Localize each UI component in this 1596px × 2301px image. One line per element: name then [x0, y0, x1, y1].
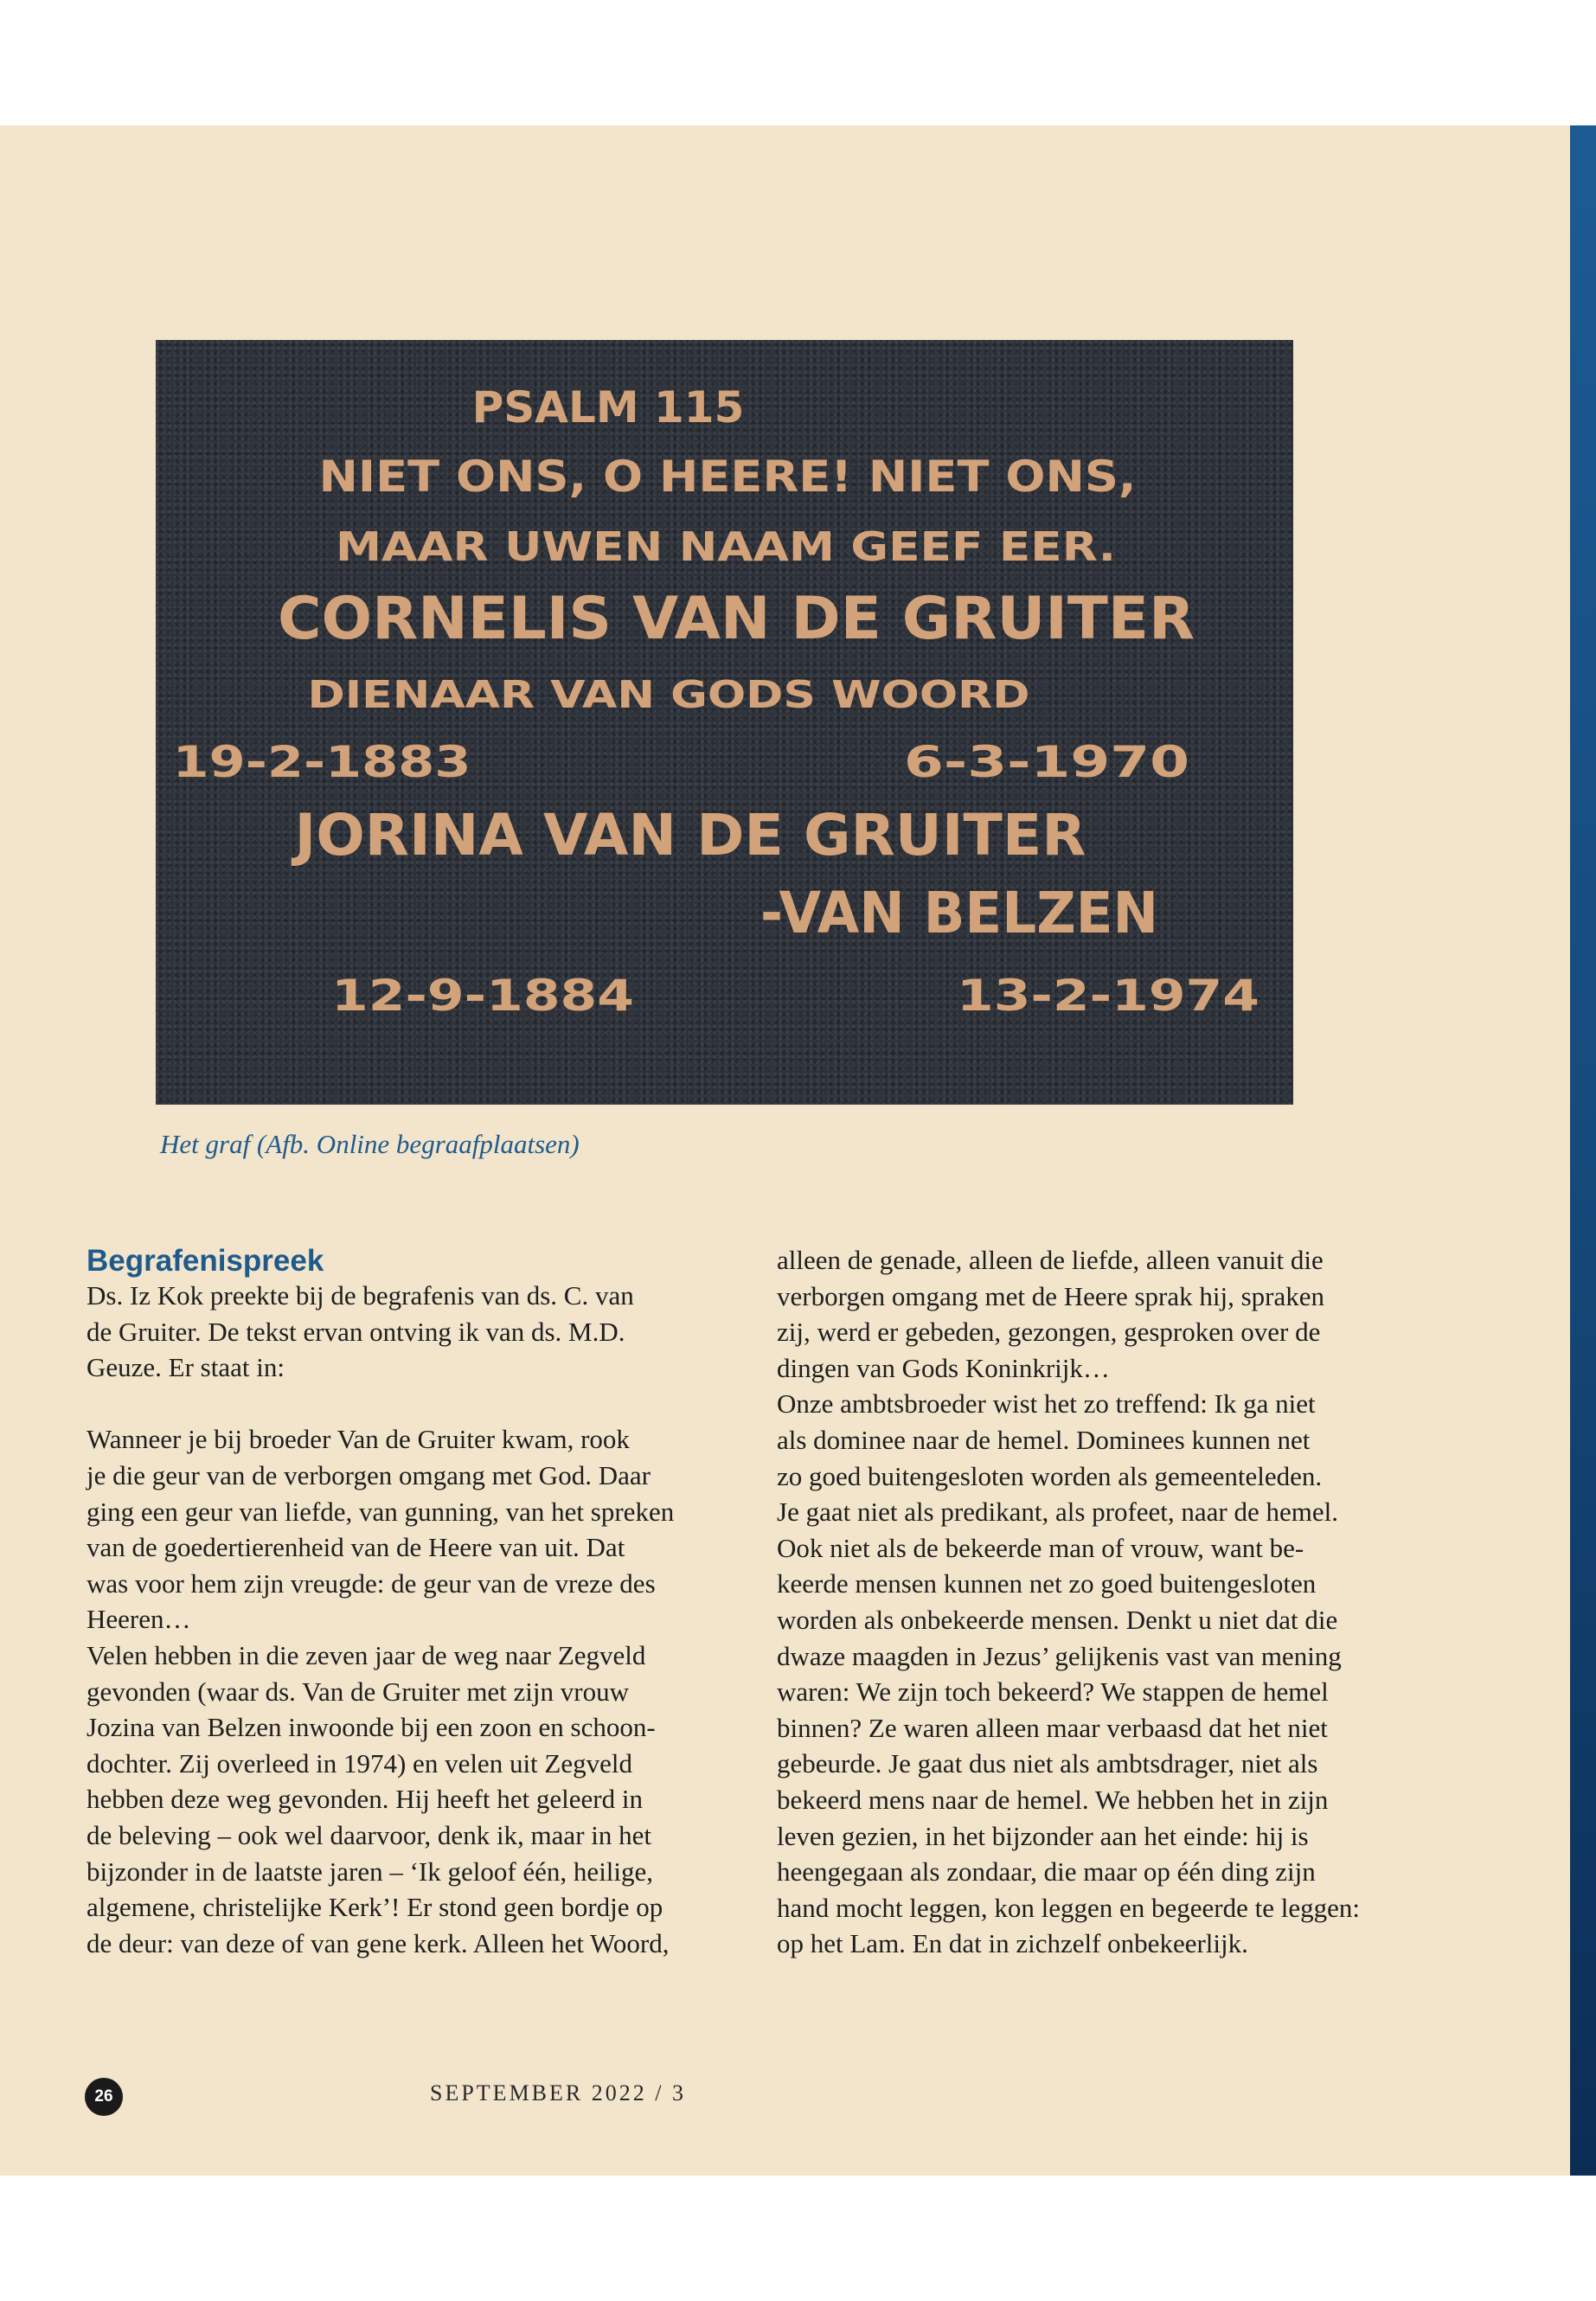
text-line: alleen de genade, alleen de liefde, alleen vanuit die	[777, 1245, 1324, 1275]
text-line: Heeren…	[87, 1604, 191, 1635]
text-line: was voor hem zijn vreugde: de geur van de vreze des	[87, 1567, 656, 1599]
text-line: gebeurde. Je gaat dus niet als ambtsdrager, niet als	[777, 1748, 1318, 1779]
text-line: de Gruiter. De tekst ervan ontving ik van ds. M.D.	[87, 1316, 625, 1347]
article-column-right	[777, 1242, 1452, 1962]
inscription-line: NIET ONS, O HEERE! NIET ONS,	[318, 452, 1137, 502]
text-line: keerde mensen kunnen net zo goed buitengesloten	[777, 1568, 1317, 1599]
text-line: dwaze maagden in Jezus’ gelijkenis vast van mening	[777, 1640, 1342, 1671]
text-line: leven gezien, in het bijzonder aan het einde: hij is	[777, 1820, 1309, 1851]
text-line: zo goed buitengesloten worden als gemeenteleden.	[777, 1460, 1323, 1491]
text-line: je die geur van de verborgen omgang met God. Daar	[87, 1459, 651, 1490]
text-line: de beleving – ook wel daarvoor, denk ik, maar in het	[87, 1819, 651, 1850]
text-line: bekeerd mens naar de hemel. We hebben het in zijn	[777, 1784, 1329, 1815]
text-line: Ook niet als de bekeerde man of vrouw, want be-	[777, 1532, 1304, 1563]
grave-photo	[156, 340, 1293, 1105]
text-line: Wanneer je bij broeder Van de Gruiter kwam, rook	[87, 1424, 630, 1455]
text-line: algemene, christelijke Kerk’! Er stond geen bordje op	[87, 1892, 663, 1923]
text-line: heengegaan als zondaar, die maar op één ding zijn	[777, 1856, 1316, 1888]
text-line: Geuze. Er staat in:	[87, 1352, 285, 1383]
text-line: Je gaat niet als predikant, als profeet, naar de hemel.	[777, 1497, 1339, 1528]
inscription-line: MAAR UWEN NAAM GEEF EER.	[336, 523, 1116, 570]
text-line: Jozina van Belzen inwoonde bij een zoon en schoon-	[87, 1712, 656, 1743]
text-line: waren: We zijn toch bekeerd? We stappen de hemel	[777, 1676, 1329, 1708]
text-line: binnen? Ze waren alleen maar verbaasd dat het niet	[777, 1712, 1328, 1743]
inscription-line: DIENAAR VAN GODS WOORD	[307, 673, 1030, 717]
section-heading: Begrafenispreek	[87, 1244, 324, 1278]
text-line: ging een geur van liefde, van gunning, van het spreken	[87, 1496, 675, 1527]
inscription-line: CORNELIS VAN DE GRUITER	[278, 585, 1195, 653]
text-line: als dominee naar de hemel. Dominees kunnen net	[777, 1424, 1311, 1455]
inscription-line: PSALM 115	[471, 382, 745, 433]
page-edge-bar	[1570, 125, 1596, 2176]
issue-label: SEPTEMBER 2022 / 3	[430, 2080, 686, 2106]
text-line: Onze ambtsbroeder wist het zo treffend: Ik ga niet	[777, 1388, 1316, 1420]
text-line: gevonden (waar ds. Van de Gruiter met zijn vrouw	[87, 1676, 629, 1707]
inscription-line: 19-2-1883	[172, 737, 471, 787]
text-line: op het Lam. En dat in zichzelf onbekeerlijk.	[777, 1928, 1248, 1959]
text-line: zij, werd er gebeden, gezongen, gesproken over de	[777, 1317, 1321, 1348]
text-line: Velen hebben in die zeven jaar de weg naar Zegveld	[87, 1639, 646, 1670]
text-line: hand mocht leggen, kon leggen en begeerde te leggen:	[777, 1892, 1360, 1923]
text-line: worden als onbekeerde mensen. Denkt u niet dat die	[777, 1604, 1338, 1635]
photo-caption: Het graf (Afb. Online begraafplaatsen)	[160, 1129, 580, 1159]
inscription-line: 13-2-1974	[957, 971, 1259, 1021]
inscription-line: 12-9-1884	[331, 971, 634, 1021]
text-line: dochter. Zij overleed in 1974) en velen uit Zegveld	[87, 1747, 632, 1779]
text-line: van de goedertierenheid van de Heere van uit. Dat	[87, 1532, 625, 1563]
text-line: bijzonder in de laatste jaren – ‘Ik geloof één, heilige,	[87, 1856, 654, 1887]
inscription-line: 6-3-1970	[904, 737, 1189, 787]
text-line: dingen van Gods Koninkrijk…	[777, 1352, 1110, 1383]
text-line: de deur: van deze of van gene kerk. Alleen het Woord,	[87, 1927, 670, 1958]
paragraph-gap	[87, 1386, 748, 1422]
page-number-badge: 26	[85, 2078, 123, 2116]
inscription-line: JORINA VAN DE GRUITER	[291, 802, 1086, 868]
text-line: verborgen omgang met de Heere sprak hij, spraken	[777, 1280, 1324, 1311]
text-line: hebben deze weg gevonden. Hij heeft het geleerd in	[87, 1784, 643, 1815]
inscription-line: -VAN BELZEN	[760, 880, 1158, 946]
text-line: Ds. Iz Kok preekte bij de begrafenis van ds. C. van	[87, 1280, 634, 1311]
article-column-left	[87, 1242, 748, 1961]
